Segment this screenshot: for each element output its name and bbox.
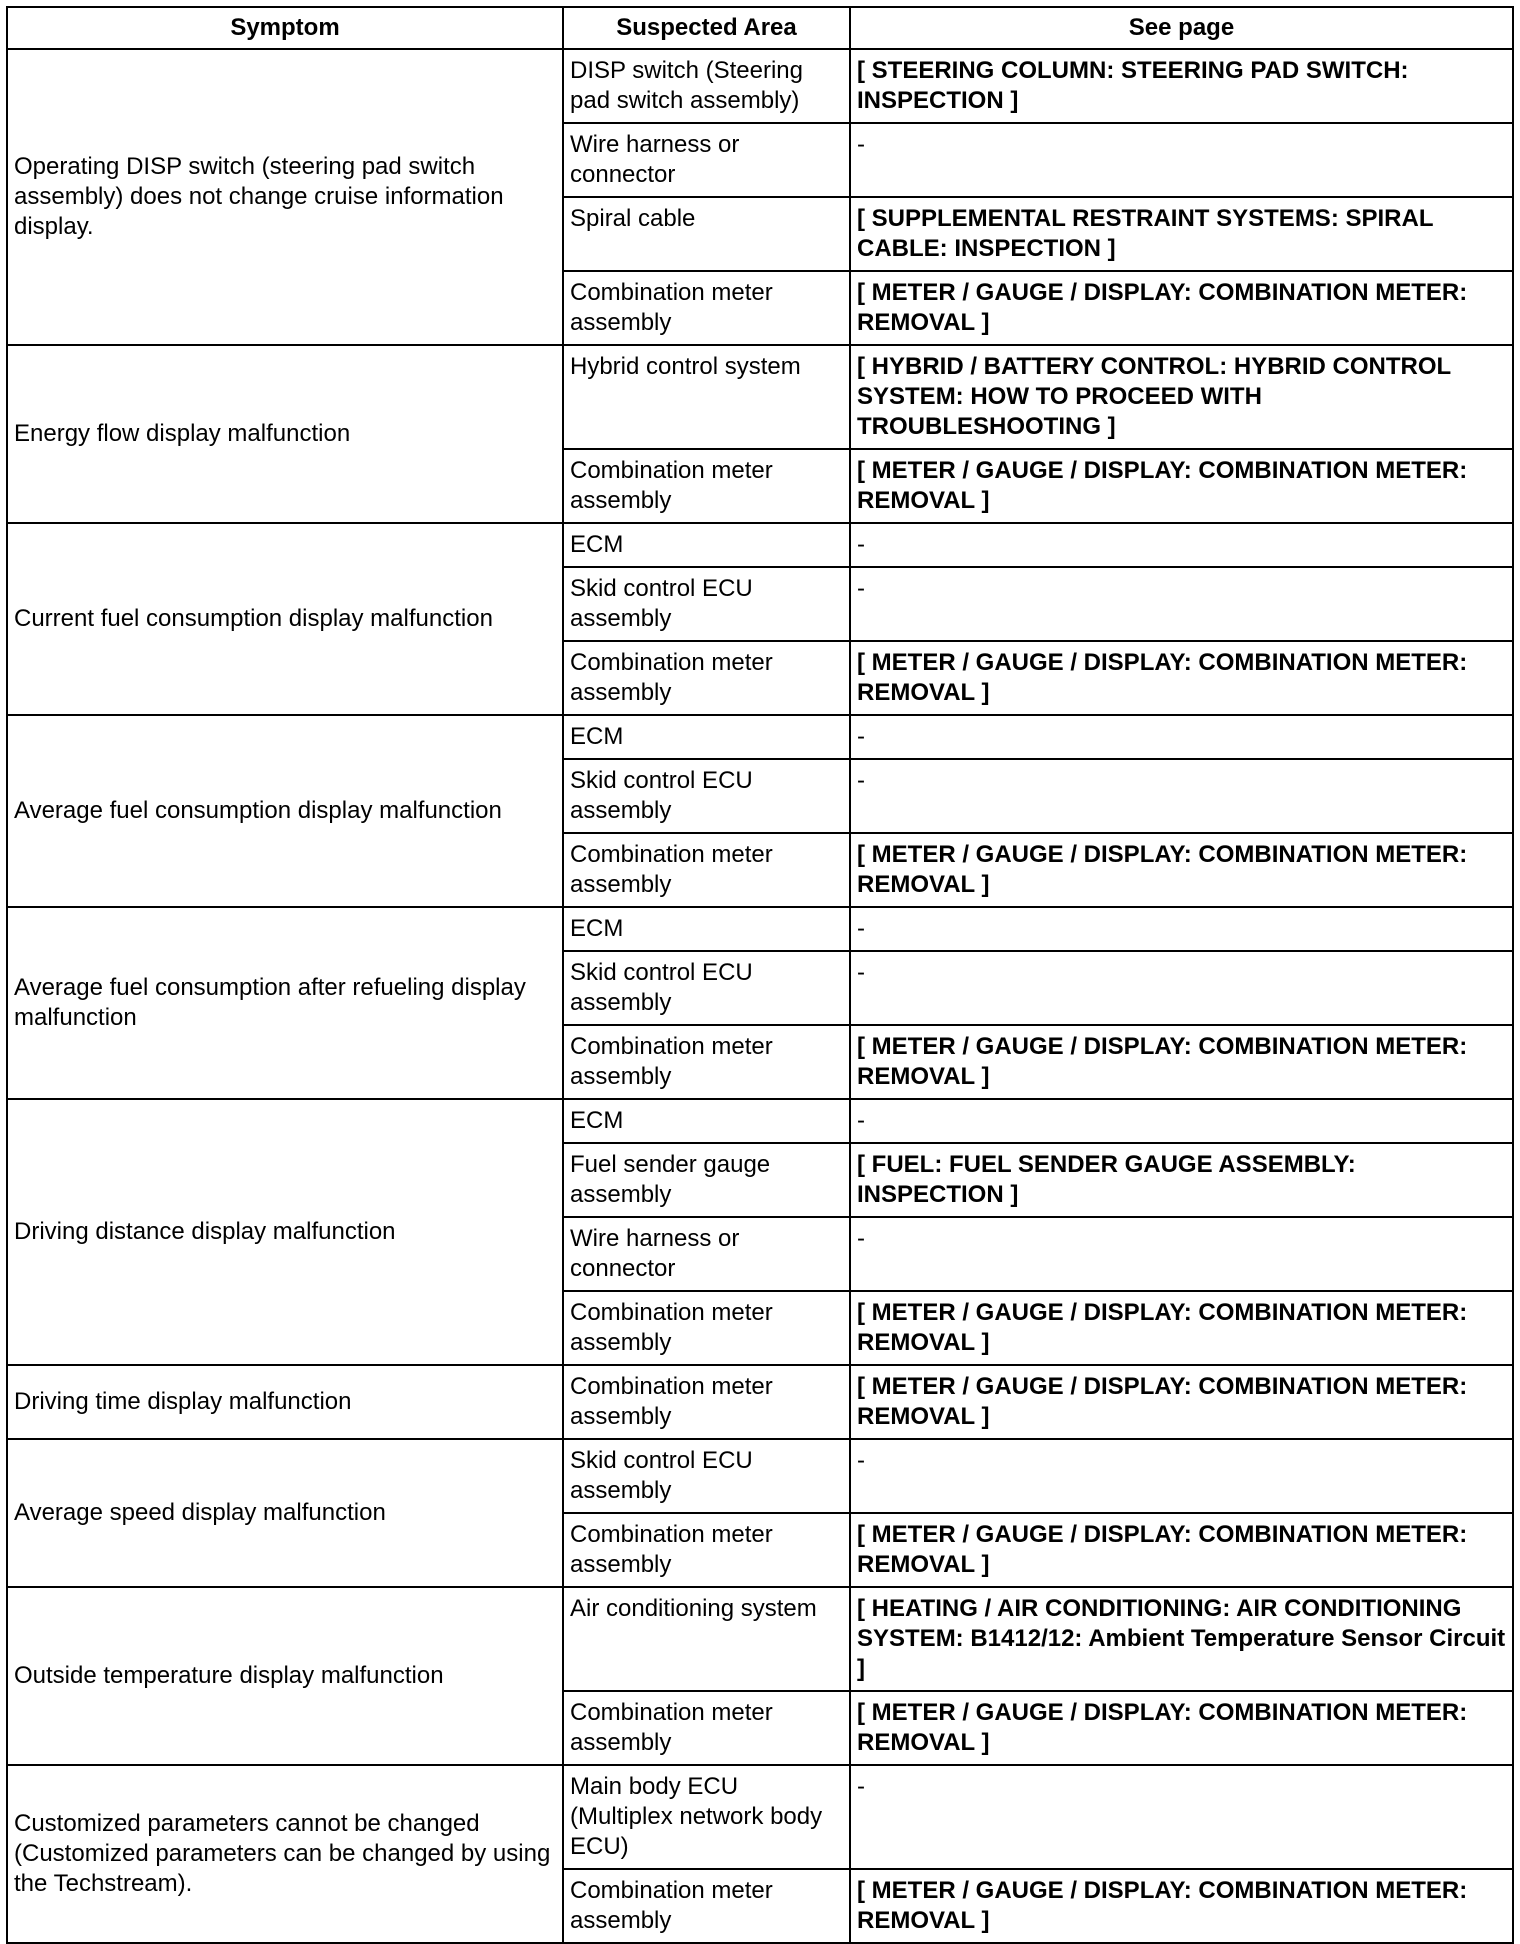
suspected-area-cell: Hybrid control system [563, 345, 850, 449]
see-page-link[interactable]: [ METER / GAUGE / DISPLAY: COMBINATION METER: REMOVAL ] [850, 271, 1513, 345]
suspected-area-cell: Main body ECU (Multiplex network body ECU) [563, 1765, 850, 1869]
table-row [7, 49, 1513, 123]
symptom-cell: Operating DISP switch (steering pad switch assembly) does not change cruise information display. [7, 49, 563, 345]
header-symptom: Symptom [7, 7, 563, 49]
see-page-cell: - [850, 1099, 1513, 1143]
symptom-cell: Average speed display malfunction [7, 1439, 563, 1587]
table-header-row [7, 7, 1513, 49]
symptom-cell: Current fuel consumption display malfunction [7, 523, 563, 715]
see-page-cell: - [850, 1765, 1513, 1869]
suspected-area-cell: Combination meter assembly [563, 1291, 850, 1365]
table-row [7, 345, 1513, 449]
suspected-area-cell: Skid control ECU assembly [563, 951, 850, 1025]
suspected-area-cell: ECM [563, 715, 850, 759]
symptom-cell: Driving time display malfunction [7, 1365, 563, 1439]
table-row [7, 1099, 1513, 1143]
see-page-link[interactable]: [ STEERING COLUMN: STEERING PAD SWITCH: INSPECTION ] [850, 49, 1513, 123]
see-page-cell: - [850, 951, 1513, 1025]
see-page-link[interactable]: [ METER / GAUGE / DISPLAY: COMBINATION METER: REMOVAL ] [850, 1025, 1513, 1099]
suspected-area-cell: Combination meter assembly [563, 1691, 850, 1765]
see-page-link[interactable]: [ METER / GAUGE / DISPLAY: COMBINATION METER: REMOVAL ] [850, 1291, 1513, 1365]
symptom-cell: Customized parameters cannot be changed (Customized parameters can be changed by using the Techstream). [7, 1765, 563, 1943]
symptom-cell: Average fuel consumption display malfunction [7, 715, 563, 907]
suspected-area-cell: ECM [563, 523, 850, 567]
see-page-link[interactable]: [ METER / GAUGE / DISPLAY: COMBINATION METER: REMOVAL ] [850, 833, 1513, 907]
troubleshooting-table-container [6, 6, 1514, 1944]
see-page-link[interactable]: [ METER / GAUGE / DISPLAY: COMBINATION METER: REMOVAL ] [850, 1365, 1513, 1439]
see-page-cell: - [850, 907, 1513, 951]
see-page-link[interactable]: [ HYBRID / BATTERY CONTROL: HYBRID CONTROL SYSTEM: HOW TO PROCEED WITH TROUBLESHOOTING ] [850, 345, 1513, 449]
suspected-area-cell: Combination meter assembly [563, 833, 850, 907]
see-page-link[interactable]: [ METER / GAUGE / DISPLAY: COMBINATION METER: REMOVAL ] [850, 641, 1513, 715]
see-page-link[interactable]: [ METER / GAUGE / DISPLAY: COMBINATION METER: REMOVAL ] [850, 449, 1513, 523]
suspected-area-cell: ECM [563, 907, 850, 951]
suspected-area-cell: Skid control ECU assembly [563, 567, 850, 641]
header-see-page: See page [850, 7, 1513, 49]
table-row [7, 1587, 1513, 1691]
table-body [7, 49, 1513, 1943]
table-row [7, 523, 1513, 567]
see-page-link[interactable]: [ METER / GAUGE / DISPLAY: COMBINATION METER: REMOVAL ] [850, 1869, 1513, 1943]
see-page-link[interactable]: [ SUPPLEMENTAL RESTRAINT SYSTEMS: SPIRAL CABLE: INSPECTION ] [850, 197, 1513, 271]
see-page-link[interactable]: [ METER / GAUGE / DISPLAY: COMBINATION METER: REMOVAL ] [850, 1691, 1513, 1765]
suspected-area-cell: Combination meter assembly [563, 641, 850, 715]
table-row [7, 1365, 1513, 1439]
table-row [7, 715, 1513, 759]
symptom-cell: Energy flow display malfunction [7, 345, 563, 523]
suspected-area-cell: Combination meter assembly [563, 271, 850, 345]
symptom-cell: Average fuel consumption after refueling display malfunction [7, 907, 563, 1099]
suspected-area-cell: Wire harness or connector [563, 1217, 850, 1291]
see-page-cell: - [850, 1439, 1513, 1513]
table-row [7, 1765, 1513, 1869]
suspected-area-cell: Combination meter assembly [563, 1365, 850, 1439]
suspected-area-cell: Combination meter assembly [563, 1513, 850, 1587]
see-page-link[interactable]: [ FUEL: FUEL SENDER GAUGE ASSEMBLY: INSPECTION ] [850, 1143, 1513, 1217]
header-suspected-area: Suspected Area [563, 7, 850, 49]
suspected-area-cell: Skid control ECU assembly [563, 759, 850, 833]
suspected-area-cell: Spiral cable [563, 197, 850, 271]
see-page-cell: - [850, 123, 1513, 197]
symptom-cell: Driving distance display malfunction [7, 1099, 563, 1365]
see-page-cell: - [850, 1217, 1513, 1291]
see-page-link[interactable]: [ HEATING / AIR CONDITIONING: AIR CONDITIONING SYSTEM: B1412/12: Ambient Temperature Sensor Circuit ] [850, 1587, 1513, 1691]
suspected-area-cell: Combination meter assembly [563, 1025, 850, 1099]
table-row [7, 1439, 1513, 1513]
table-row [7, 907, 1513, 951]
suspected-area-cell: Air conditioning system [563, 1587, 850, 1691]
symptom-cell: Outside temperature display malfunction [7, 1587, 563, 1765]
see-page-cell: - [850, 523, 1513, 567]
troubleshooting-table [6, 6, 1514, 1944]
see-page-link[interactable]: [ METER / GAUGE / DISPLAY: COMBINATION METER: REMOVAL ] [850, 1513, 1513, 1587]
suspected-area-cell: Skid control ECU assembly [563, 1439, 850, 1513]
suspected-area-cell: Fuel sender gauge assembly [563, 1143, 850, 1217]
see-page-cell: - [850, 567, 1513, 641]
suspected-area-cell: Combination meter assembly [563, 449, 850, 523]
suspected-area-cell: ECM [563, 1099, 850, 1143]
suspected-area-cell: Wire harness or connector [563, 123, 850, 197]
suspected-area-cell: Combination meter assembly [563, 1869, 850, 1943]
see-page-cell: - [850, 759, 1513, 833]
see-page-cell: - [850, 715, 1513, 759]
suspected-area-cell: DISP switch (Steering pad switch assembly) [563, 49, 850, 123]
